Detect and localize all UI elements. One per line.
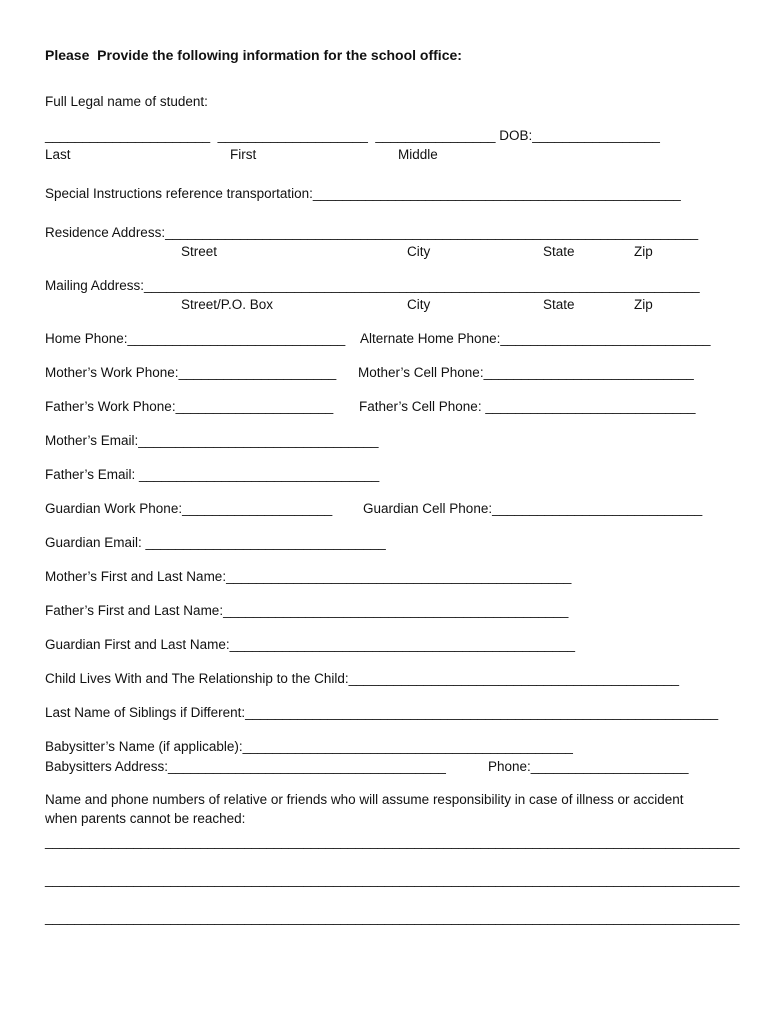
mother-cell-phone-field[interactable]: Mother’s Cell Phone:____________________________ — [358, 365, 694, 380]
residence-city-sublabel: City — [407, 244, 431, 259]
guardian-cell-phone-field[interactable]: Guardian Cell Phone:____________________________ — [363, 501, 703, 516]
alternate-home-phone-field[interactable]: Alternate Home Phone:____________________________ — [360, 331, 711, 346]
babysitter-phone-field[interactable]: Phone:_____________________ — [488, 759, 689, 774]
first-sublabel: First — [230, 147, 257, 162]
emergency-contacts-label: Name and phone numbers of relative or friends who will assume responsibility in case of illness or accident — [45, 792, 684, 807]
residence-address-field[interactable]: Residence Address:_______________________________________________________________________ — [45, 225, 699, 240]
guardian-name-field[interactable]: Guardian First and Last Name:______________________________________________ — [45, 637, 575, 652]
guardian-work-phone-field[interactable]: Guardian Work Phone:____________________ — [45, 501, 333, 516]
child-lives-with-field[interactable]: Child Lives With and The Relationship to the Child:____________________________________________ — [45, 671, 680, 686]
mailing-zip-sublabel: Zip — [634, 297, 653, 312]
emergency-contact-blank-3[interactable]: ______________________________________________________________________________________________ — [45, 910, 740, 925]
siblings-field[interactable]: Last Name of Siblings if Different:_______________________________________________________________ — [45, 705, 719, 720]
middle-sublabel: Middle — [398, 147, 438, 162]
residence-state-sublabel: State — [543, 244, 575, 259]
babysitter-address-field[interactable]: Babysitters Address:_____________________________________ — [45, 759, 446, 774]
mailing-address-field[interactable]: Mailing Address:__________________________________________________________________________ — [45, 278, 700, 293]
transportation-field[interactable]: Special Instructions reference transportation:_________________________________________________ — [45, 186, 681, 201]
father-cell-phone-field[interactable]: Father’s Cell Phone: ____________________________ — [359, 399, 696, 414]
mother-name-field[interactable]: Mother’s First and Last Name:______________________________________________ — [45, 569, 572, 584]
babysitter-name-field[interactable]: Babysitter’s Name (if applicable):____________________________________________ — [45, 739, 573, 754]
mother-email-field[interactable]: Mother’s Email:________________________________ — [45, 433, 379, 448]
emergency-contact-blank-2[interactable]: ______________________________________________________________________________________________ — [45, 872, 740, 887]
father-work-phone-field[interactable]: Father’s Work Phone:_____________________ — [45, 399, 334, 414]
last-sublabel: Last — [45, 147, 71, 162]
form-heading: Please Provide the following information for the school office: — [45, 47, 462, 63]
student-name-fields[interactable]: ______________________ ____________________ ________________ DOB:_________________ — [45, 128, 660, 143]
father-email-field[interactable]: Father’s Email: ________________________________ — [45, 467, 380, 482]
residence-street-sublabel: Street — [181, 244, 218, 259]
mother-work-phone-field[interactable]: Mother’s Work Phone:_____________________ — [45, 365, 337, 380]
mailing-city-sublabel: City — [407, 297, 431, 312]
father-name-field[interactable]: Father’s First and Last Name:______________________________________________ — [45, 603, 569, 618]
home-phone-field[interactable]: Home Phone:_____________________________ — [45, 331, 346, 346]
residence-zip-sublabel: Zip — [634, 244, 653, 259]
guardian-email-field[interactable]: Guardian Email: ________________________________ — [45, 535, 386, 550]
emergency-contact-blank-1[interactable]: ______________________________________________________________________________________________ — [45, 834, 740, 849]
mailing-street-sublabel: Street/P.O. Box — [181, 297, 274, 312]
student-name-label: Full Legal name of student: — [45, 94, 208, 109]
mailing-state-sublabel: State — [543, 297, 575, 312]
emergency-contacts-label-line2: when parents cannot be reached: — [45, 811, 246, 826]
